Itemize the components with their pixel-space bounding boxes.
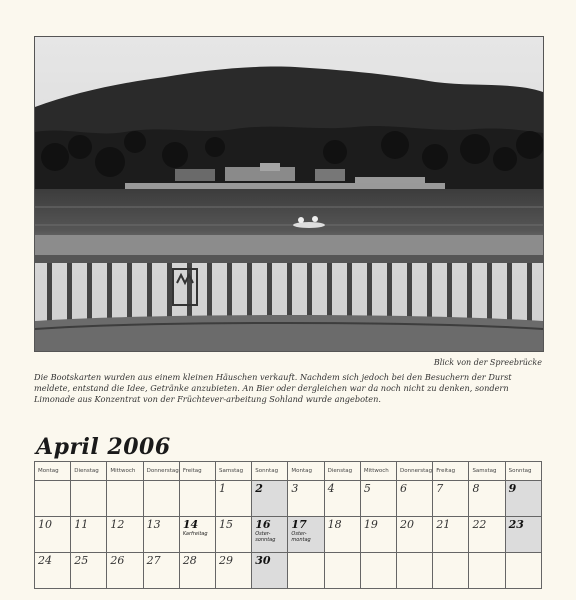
day-cell — [324, 481, 360, 517]
day-cell — [252, 517, 288, 553]
day-cell — [71, 481, 107, 517]
day-cell — [179, 481, 215, 517]
day-number: 24 — [38, 554, 52, 567]
day-cell — [505, 481, 541, 517]
day-number: 12 — [110, 518, 125, 531]
day-number: 29 — [219, 554, 234, 567]
day-cell — [216, 553, 252, 589]
day-number: 18 — [327, 518, 342, 531]
calendar-title: April 2006 — [36, 434, 171, 460]
day-cell — [505, 517, 541, 553]
weekday-label: Mittwoch — [360, 462, 396, 481]
day-cell — [179, 553, 215, 589]
day-cell — [216, 517, 252, 553]
day-number: 26 — [110, 554, 125, 567]
day-number: 25 — [74, 554, 89, 567]
day-cell — [71, 517, 107, 553]
week-row — [35, 517, 542, 553]
day-cell — [469, 517, 505, 553]
day-cell — [252, 481, 288, 517]
day-number: 15 — [219, 518, 234, 531]
photo-caption: Blick von der Spreebrücke — [433, 358, 542, 367]
body-text: Die Bootskarten wurden aus einem kleinen Häuschen verkauft. Nachdem sich jedoch bei den Besuchern der Durst meldete, entstand die Idee, Getränke anzubieten. An Bier oder dergleichen war da noch nicht zu denken, sondern Limonade aus Konzentrat von der Früchtever-arbeitung Sohland wurde angeboten. — [34, 372, 512, 404]
week-row — [35, 481, 542, 517]
day-cell — [288, 481, 324, 517]
day-number: 16 — [255, 518, 271, 531]
weekday-label: Freitag — [179, 462, 215, 481]
day-cell — [469, 553, 505, 589]
day-cell — [360, 517, 396, 553]
day-cell — [252, 553, 288, 589]
photo — [34, 36, 544, 352]
weekday-label: Freitag — [433, 462, 469, 481]
day-number: 21 — [436, 518, 451, 531]
week-row — [35, 553, 542, 589]
weekday-label: Dienstag — [324, 462, 360, 481]
weekday-label: Montag — [35, 462, 71, 481]
day-number: 7 — [436, 482, 444, 495]
day-number: 20 — [400, 518, 415, 531]
day-cell — [288, 517, 324, 553]
day-number: 14 — [182, 518, 199, 531]
day-cell — [107, 481, 143, 517]
day-cell — [107, 553, 143, 589]
weekday-label: Dienstag — [71, 462, 107, 481]
day-cell — [288, 553, 324, 589]
day-cell — [324, 553, 360, 589]
day-number: 27 — [146, 554, 161, 567]
day-number: 10 — [38, 518, 52, 531]
holiday-note: Karfreitag — [182, 531, 208, 537]
weekday-label: Donnerstag — [143, 462, 179, 481]
day-cell — [397, 517, 433, 553]
weekday-label: Montag — [288, 462, 324, 481]
lake-photo-illustration — [35, 37, 543, 351]
day-cell — [360, 481, 396, 517]
day-number: 30 — [255, 554, 271, 567]
day-cell — [143, 553, 179, 589]
day-number: 17 — [291, 518, 307, 531]
calendar-grid — [34, 461, 542, 589]
day-number: 3 — [291, 482, 299, 495]
day-number: 4 — [327, 482, 335, 495]
day-cell — [433, 553, 469, 589]
day-number: 23 — [508, 518, 524, 531]
day-number: 1 — [219, 482, 227, 495]
day-cell — [433, 481, 469, 517]
day-number: 8 — [472, 482, 480, 495]
day-number: 11 — [74, 518, 89, 531]
day-cell — [397, 553, 433, 589]
day-number: 13 — [146, 518, 161, 531]
day-number: 28 — [182, 554, 197, 567]
weekday-label: Sonntag — [252, 462, 288, 481]
day-cell — [71, 553, 107, 589]
day-cell — [107, 517, 143, 553]
day-cell — [143, 517, 179, 553]
day-number: 2 — [255, 482, 263, 495]
day-number: 22 — [472, 518, 487, 531]
day-number: 19 — [363, 518, 378, 531]
weekday-label: Donnerstag — [397, 462, 433, 481]
day-cell — [433, 517, 469, 553]
weekday-label: Mittwoch — [107, 462, 143, 481]
day-cell — [179, 517, 215, 553]
holiday-note: Oster-montag — [291, 531, 311, 543]
day-cell — [35, 553, 71, 589]
day-cell — [216, 481, 252, 517]
day-cell — [397, 481, 433, 517]
day-number: 9 — [508, 482, 517, 495]
day-cell — [35, 481, 71, 517]
weekday-header-row — [35, 462, 542, 481]
day-cell — [324, 517, 360, 553]
holiday-note: Oster-sonntag — [255, 531, 276, 543]
day-cell — [360, 553, 396, 589]
day-cell — [469, 481, 505, 517]
weekday-label: Samstag — [216, 462, 252, 481]
weekday-label: Sonntag — [505, 462, 541, 481]
day-cell — [143, 481, 179, 517]
day-number: 6 — [400, 482, 408, 495]
day-number: 5 — [363, 482, 371, 495]
weekday-label: Samstag — [469, 462, 505, 481]
day-cell — [35, 517, 71, 553]
day-cell — [505, 553, 541, 589]
